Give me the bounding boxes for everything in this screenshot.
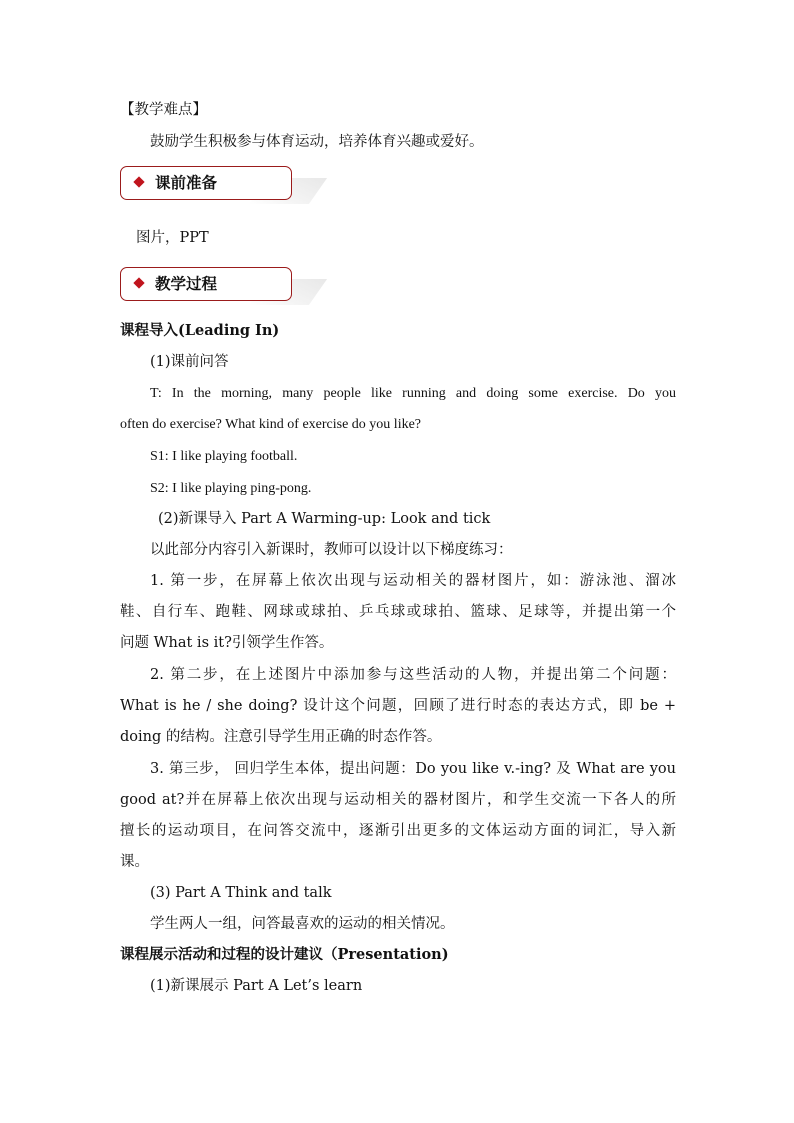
step2-line-1: 2. 第二步，在上述图片中添加参与这些活动的人物，并提出第二个问题： — [150, 667, 676, 683]
student-line-2: S2: I like playing ping-pong. — [150, 481, 312, 496]
section-title-process: 教学过程 — [155, 274, 218, 293]
section-banner-process — [120, 267, 292, 301]
lets-learn-label: (1)新课展示 Part A Let’s learn — [150, 978, 363, 994]
red-diamond-icon — [133, 176, 144, 187]
prep-text: 图片，PPT — [136, 230, 209, 246]
student-line-1: S1: I like playing football. — [150, 449, 298, 464]
step3-line-4: 课。 — [120, 854, 149, 870]
new-lesson-label: (2)新课导入 Part A Warming-up: Look and tick — [158, 511, 491, 527]
step2-line-3: doing 的结构。注意引导学生用正确的时态作答。 — [120, 729, 442, 745]
teacher-line-2: often do exercise? What kind of exercise do you like? — [120, 417, 422, 432]
teacher-line-1: T: In the morning, many people like running and doing some exercise. Do you — [150, 386, 676, 401]
think-talk-text: 学生两人一组，问答最喜欢的运动的相关情况。 — [150, 916, 455, 932]
step1-line-1: 1. 第一步，在屏幕上依次出现与运动相关的器材图片，如：游泳池、溜冰 — [150, 573, 676, 589]
section-banner-prep — [120, 166, 292, 200]
difficulty-text: 鼓励学生积极参与体育运动，培养体育兴趣或爱好。 — [150, 134, 484, 150]
step1-line-2: 鞋、自行车、跑鞋、网球或球拍、乒乓球或球拍、篮球、足球等，并提出第一个 — [120, 604, 676, 620]
difficulty-heading: 【教学难点】 — [120, 102, 207, 118]
step3-line-2: good at?并在屏幕上依次出现与运动相关的器材图片，和学生交流一下各人的所 — [120, 792, 676, 808]
step2-line-2: What is he / she doing? 设计这个问题，回顾了进行时态的表达方式，即 be + — [120, 698, 676, 714]
step3-line-3: 擅长的运动项目，在问答交流中，逐渐引出更多的文体运动方面的词汇，导入新 — [120, 823, 676, 839]
presentation-heading: 课程展示活动和过程的设计建议（Presentation) — [120, 946, 449, 963]
red-diamond-icon — [133, 277, 144, 288]
step3-line-1: 3. 第三步， 回归学生本体，提出问题：Do you like v.-ing? 及 What are you — [150, 761, 676, 777]
section-title-prep: 课前准备 — [155, 173, 218, 192]
step1-line-3: 问题 What is it?引领学生作答。 — [120, 635, 334, 651]
qa-label: (1)课前问答 — [150, 354, 229, 370]
intro-text: 以此部分内容引入新课时，教师可以设计以下梯度练习： — [150, 542, 513, 558]
leading-in-heading: 课程导入(Leading In) — [120, 322, 280, 339]
think-talk-label: (3) Part A Think and talk — [150, 885, 332, 901]
